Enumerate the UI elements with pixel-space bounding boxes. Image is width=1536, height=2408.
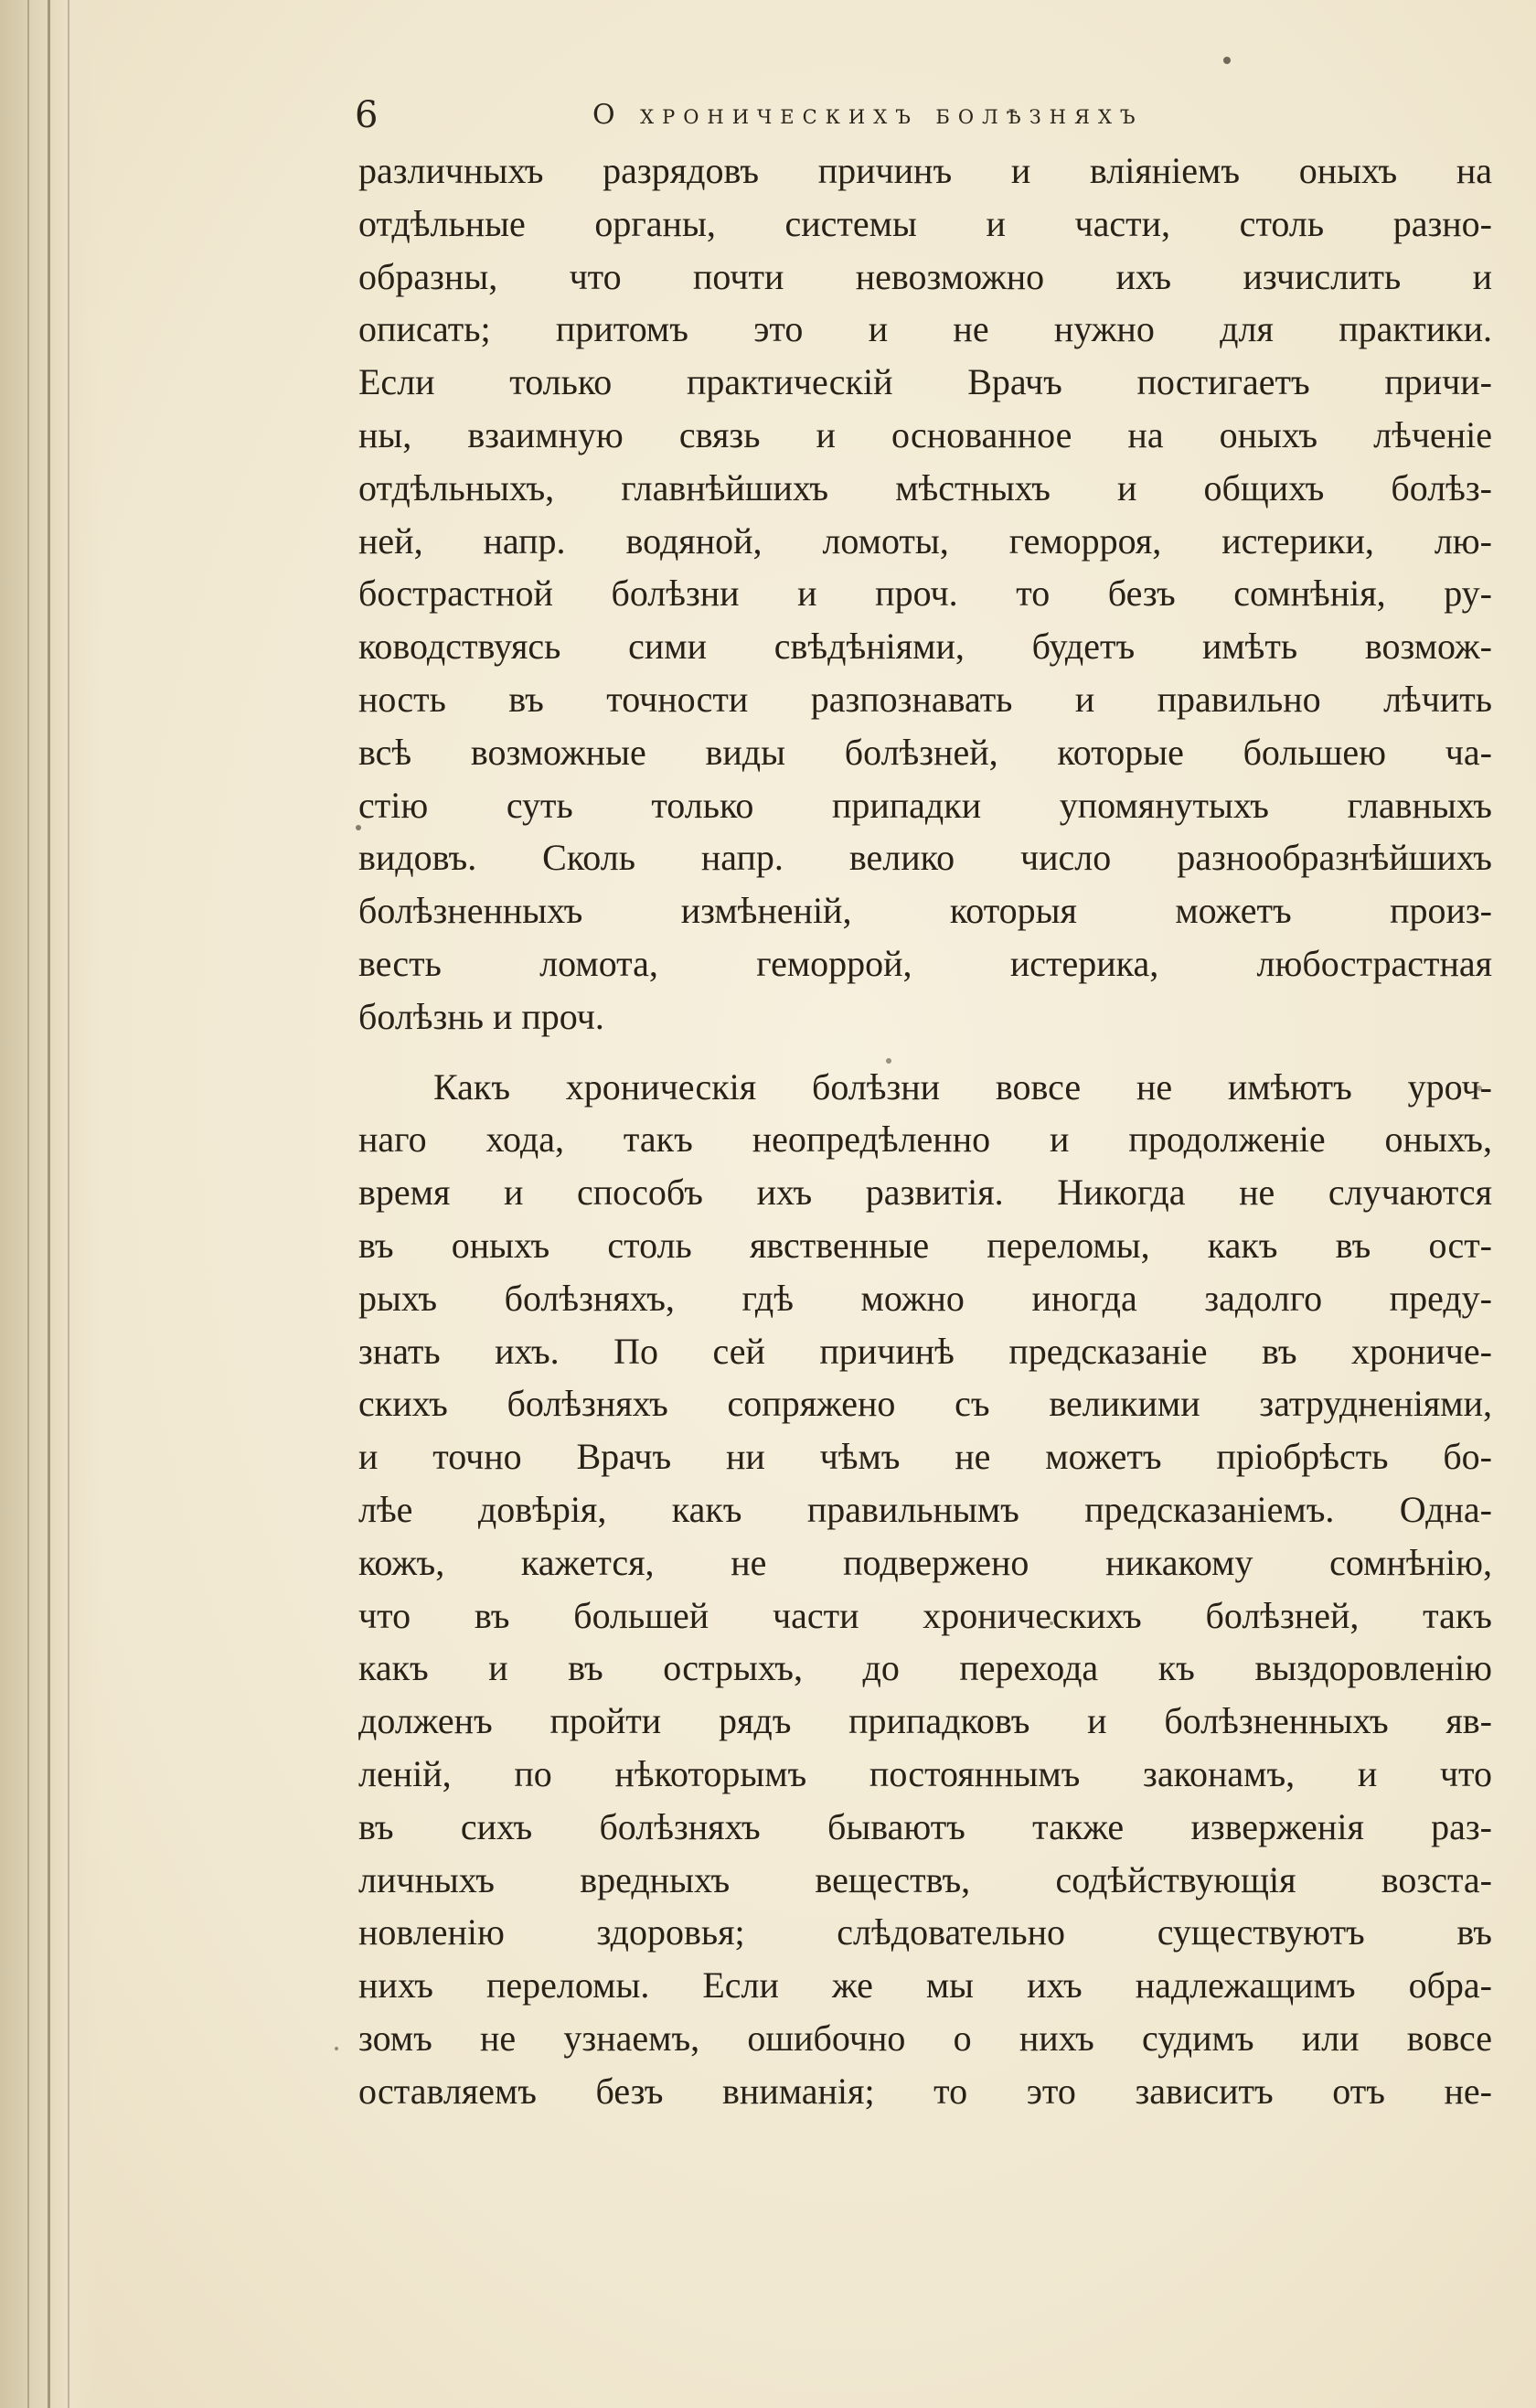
text-line: ность въ точности разпознавать и правильно лѣчить [358, 678, 1492, 720]
text-line: весть ломота, геморрой, истерика, любострастная [358, 942, 1492, 984]
text-line: что въ большей части хроническихъ болѣзней, такъ [358, 1594, 1492, 1636]
text-line: ней, напр. водяной, ломоты, геморроя, истерики, лю- [358, 519, 1492, 562]
text-line: ны, взаимную связь и основанное на оныхъ лѣченіе [358, 413, 1492, 455]
text-line: всѣ возможные виды болѣзней, которые большею ча- [358, 731, 1492, 773]
text-line: описать; притомъ это и не нужно для практики. [358, 308, 1492, 350]
text-line: Если только практическій Врачъ постигаетъ причи- [358, 361, 1492, 403]
text-line: какъ и въ острыхъ, до перехода къ выздоровленію [358, 1647, 1492, 1689]
text-line: различныхъ разрядовъ причинъ и вліяніемъ оныхъ на [358, 150, 1492, 191]
text-line: отдѣльныхъ, главнѣйшихъ мѣстныхъ и общихъ болѣз- [358, 466, 1492, 508]
page-number: 6 [355, 94, 379, 136]
page-header [355, 88, 1498, 143]
text-line: личныхъ вредныхъ веществъ, содѣйствующія возста- [358, 1858, 1492, 1900]
text-line: долженъ пройти рядъ припадковъ и болѣзненныхъ яв- [358, 1700, 1492, 1742]
text-line: рыхъ болѣзняхъ, гдѣ можно иногда задолго преду- [358, 1277, 1492, 1319]
text-line: и точно Врачъ ни чѣмъ не можетъ пріобрѣсть бо- [358, 1436, 1492, 1478]
text-line: ководствуясь сими свѣдѣніями, будетъ имѣть возмож- [358, 626, 1492, 668]
text-line: образны, что почти невозможно ихъ изчислить и [358, 255, 1492, 297]
text-line: знать ихъ. По сей причинѣ предсказаніе въ хрониче- [358, 1330, 1492, 1372]
text-line: нихъ переломы. Если же мы ихъ надлежащимъ обра- [358, 1964, 1492, 2007]
text-line: оставляемъ безъ вниманія; то это зависитъ отъ не- [358, 2070, 1492, 2112]
text-line: Какъ хроническія болѣзни вовсе не имѣютъ уроч- [433, 1065, 1492, 1108]
text-line: наго хода, такъ неопредѣленно и продолженіе оныхъ, [358, 1118, 1492, 1161]
paragraph-2 [358, 1061, 1492, 2118]
text-line: время и способъ ихъ развитія. Никогда не случаются [358, 1172, 1492, 1214]
text-line: бострастной болѣзни и проч. то безъ сомнѣнія, ру- [358, 573, 1492, 615]
running-head: О хроническихъ болѣзняхъ [592, 99, 1144, 131]
text-line: отдѣльные органы, системы и части, столь разно- [358, 202, 1492, 244]
text-line: видовъ. Сколь напр. велико число разнообразнѣйшихъ [358, 837, 1492, 879]
text-line: въ сихъ болѣзняхъ бываютъ также изверженія раз- [358, 1805, 1492, 1847]
text-line: лѣе довѣрія, какъ правильнымъ предсказаніемъ. Одна- [358, 1488, 1492, 1530]
text-line: скихъ болѣзняхъ сопряжено съ великими затрудненіями, [358, 1383, 1492, 1425]
text-line: кожъ, кажется, не подвержено никакому сомнѣнію, [358, 1541, 1492, 1583]
text-line: болѣзнь и проч. [358, 995, 604, 1037]
text-line: зомъ не узнаемъ, ошибочно о нихъ судимъ или вовсе [358, 2017, 1492, 2059]
body-text [358, 144, 1492, 2117]
text-line: въ оныхъ столь явственные переломы, какъ въ ост- [358, 1224, 1492, 1266]
text-line: новленію здоровья; слѣдовательно существуютъ въ [358, 1911, 1492, 1953]
text-line: стію суть только припадки упомянутыхъ главныхъ [358, 784, 1492, 826]
text-line: леній, по нѣкоторымъ постояннымъ законамъ, и что [358, 1752, 1492, 1794]
text-line: болѣзненныхъ измѣненій, которыя можетъ произ- [358, 890, 1492, 932]
paragraph-1 [358, 144, 1492, 1043]
